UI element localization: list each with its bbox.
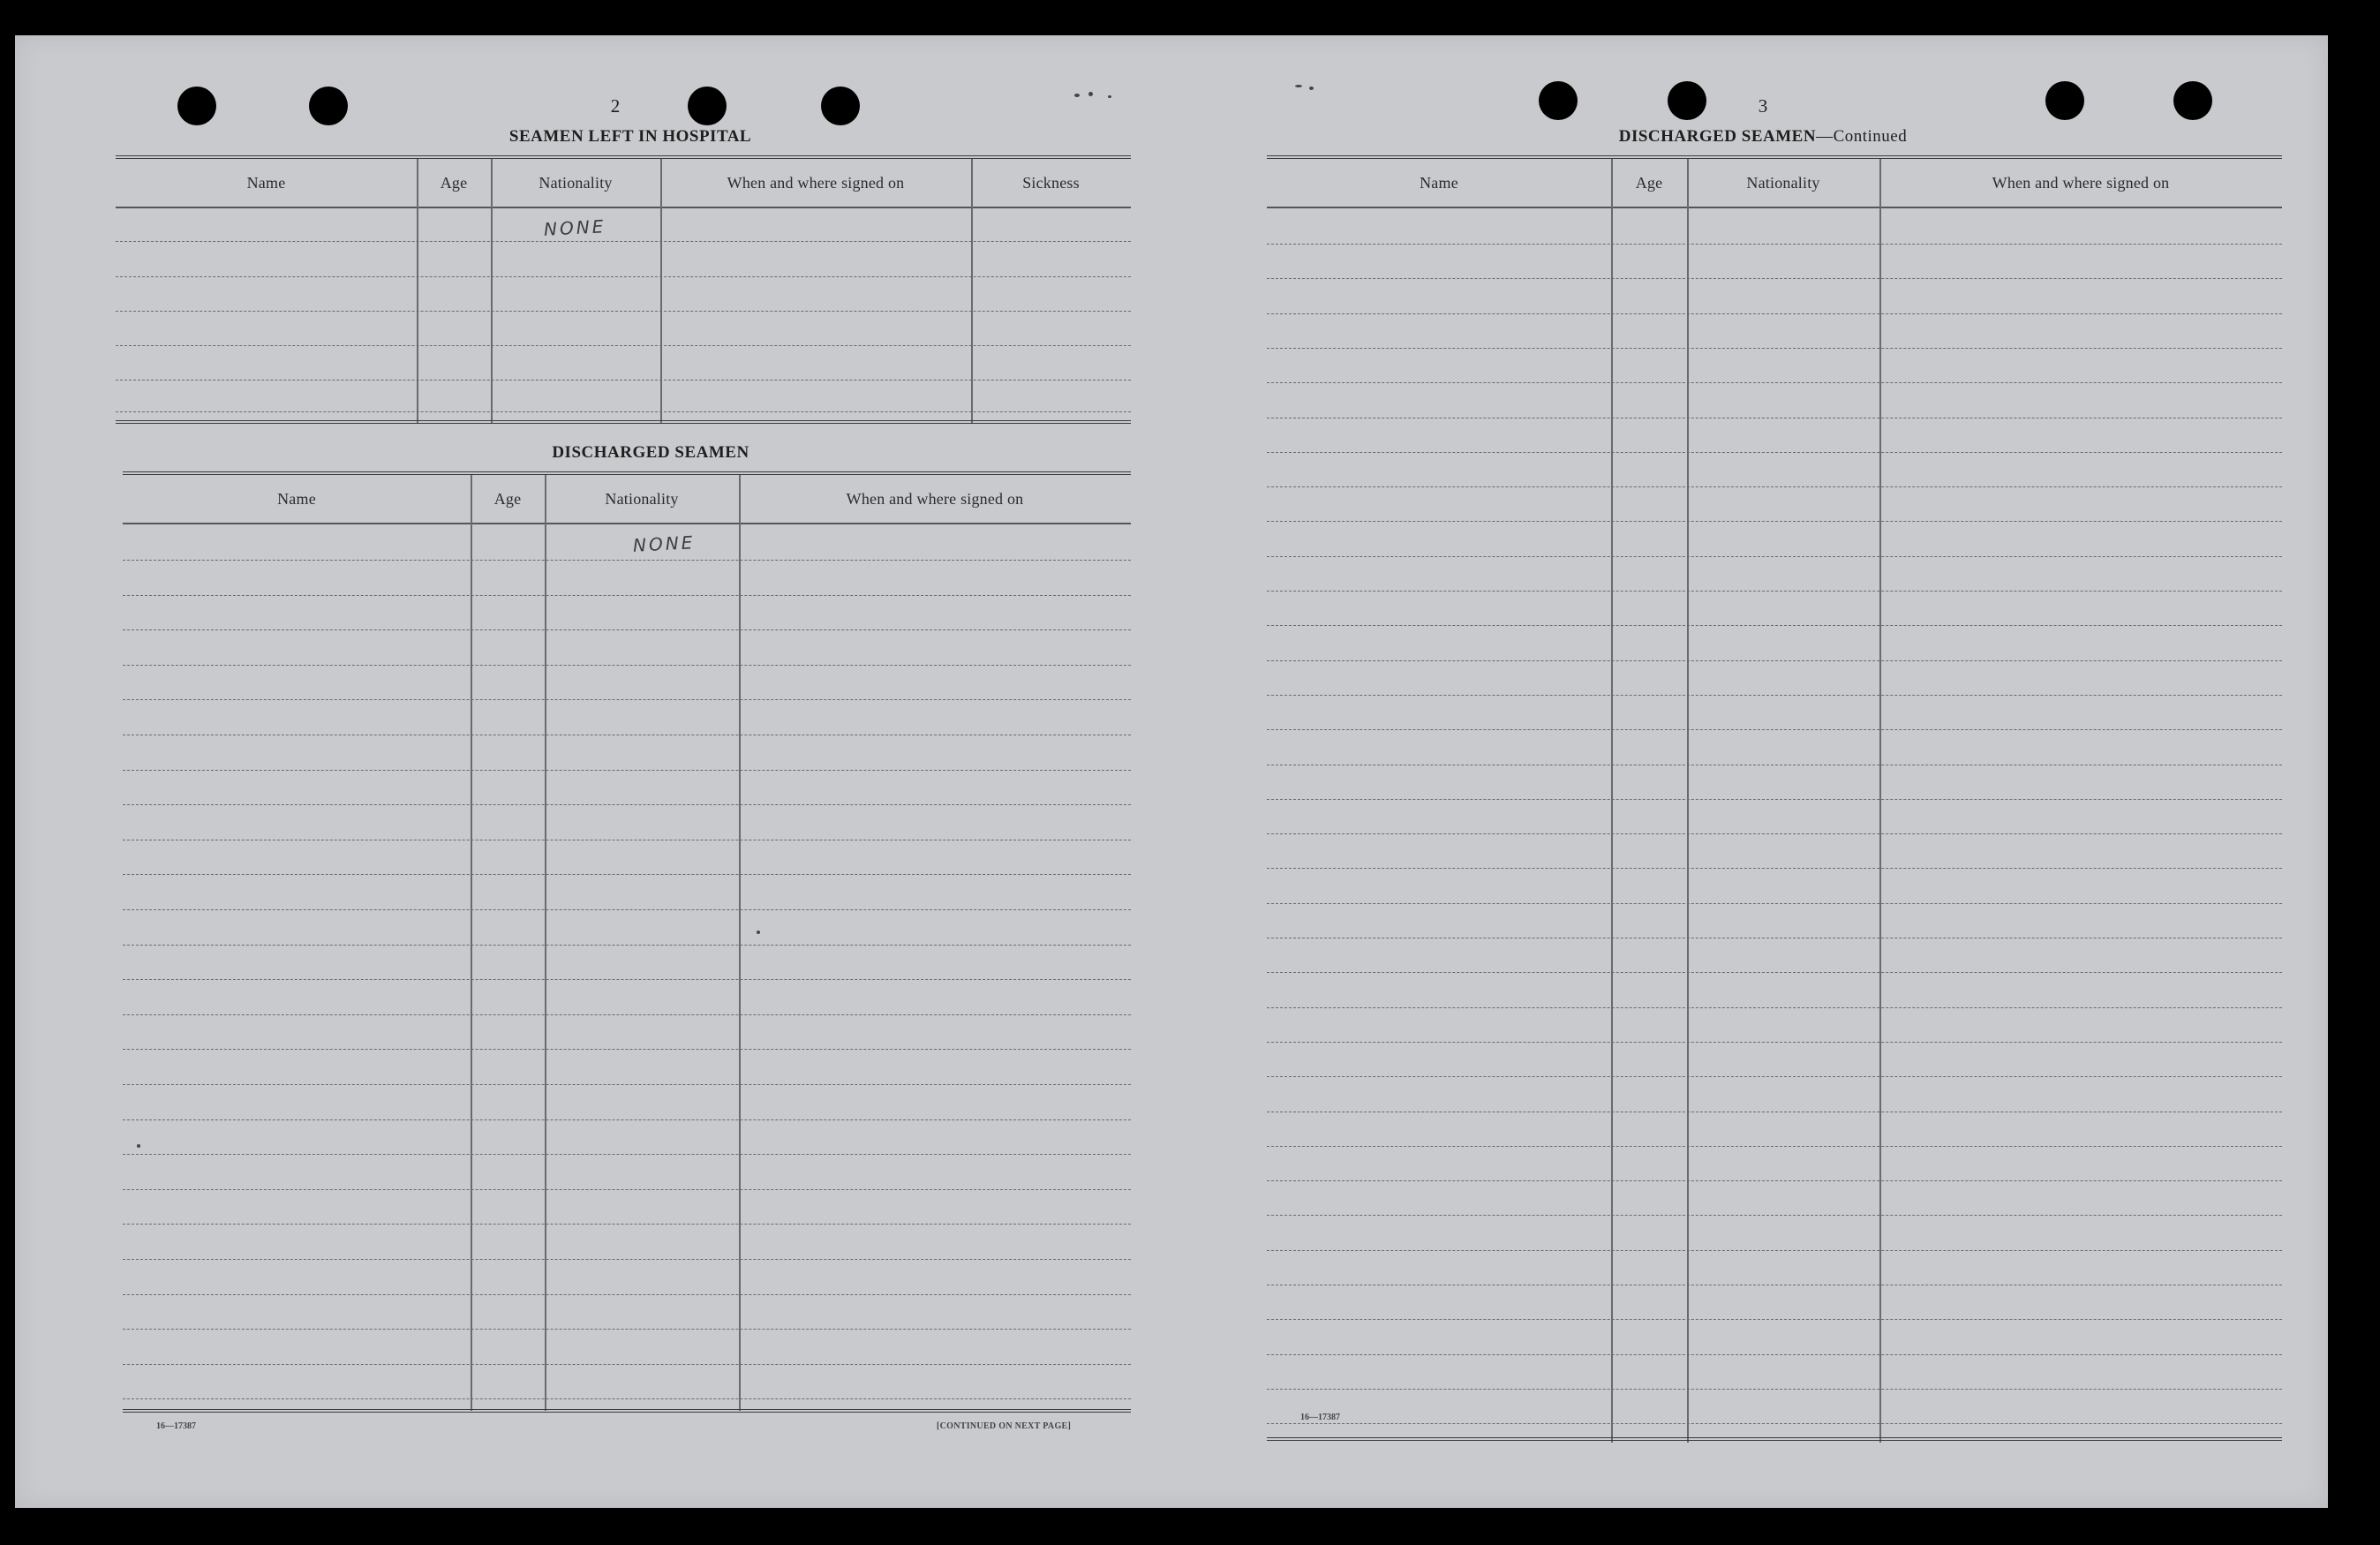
- punch-hole: [177, 87, 216, 125]
- header-nationality: Nationality: [605, 489, 679, 508]
- header-name: Name: [277, 489, 316, 508]
- row-rule: [123, 699, 1131, 700]
- hospital-title: SEAMEN LEFT IN HOSPITAL: [508, 127, 752, 146]
- row-rule: [1267, 1250, 2282, 1251]
- row-rule: [123, 1398, 1131, 1399]
- row-rule: [123, 1084, 1131, 1085]
- row-rule: [123, 560, 1131, 561]
- row-rule: [1267, 1146, 2282, 1147]
- row-rule: [1267, 972, 2282, 973]
- handwritten-entry: NONE: [632, 531, 696, 556]
- title-suffix: —Continued: [1816, 127, 1908, 146]
- header-nationality: Nationality: [539, 173, 613, 192]
- column-divider: [491, 159, 493, 424]
- row-rule: [1267, 556, 2282, 557]
- row-rule: [123, 1364, 1131, 1365]
- table-header: [116, 159, 1131, 208]
- discharged-table: [123, 471, 1131, 1414]
- row-rule: [116, 311, 1131, 312]
- row-rule: [1267, 868, 2282, 869]
- header-age: Age: [493, 489, 522, 508]
- punch-hole: [1539, 81, 1578, 120]
- column-divider: [971, 159, 973, 424]
- row-rule: [123, 1259, 1131, 1260]
- row-rule: [116, 276, 1131, 277]
- punch-hole: [2173, 81, 2212, 120]
- row-rule: [1267, 625, 2282, 626]
- table-bottom-rule: [116, 420, 1131, 424]
- header-signed-on: When and where signed on: [1992, 173, 2170, 192]
- header-age: Age: [1635, 173, 1663, 192]
- row-rule: [123, 1189, 1131, 1190]
- row-rule: [1267, 1423, 2282, 1424]
- row-rule: [1267, 1180, 2282, 1181]
- ledger-sheet: [15, 35, 2328, 1508]
- punch-hole: [2045, 81, 2084, 120]
- page-number: 3: [1758, 95, 1768, 117]
- hospital-table: [116, 155, 1131, 427]
- column-divider: [417, 159, 418, 424]
- header-signed-on: When and where signed on: [846, 489, 1024, 508]
- row-rule: [123, 1329, 1131, 1330]
- row-rule: [1267, 903, 2282, 904]
- column-divider: [739, 475, 741, 1411]
- row-rule: [1267, 521, 2282, 522]
- row-rule: [1267, 244, 2282, 245]
- header-signed-on: When and where signed on: [727, 173, 905, 192]
- row-rule: [1267, 278, 2282, 279]
- discharged-continued-table: [1267, 155, 2282, 1446]
- row-rule: [1267, 1354, 2282, 1355]
- speck: [1295, 85, 1302, 87]
- table-bottom-rule: [1267, 1437, 2282, 1441]
- row-rule: [123, 909, 1131, 910]
- row-rule: [1267, 799, 2282, 800]
- row-rule: [116, 411, 1131, 412]
- row-rule: [123, 1294, 1131, 1295]
- row-rule: [123, 1014, 1131, 1015]
- row-rule: [1267, 1042, 2282, 1043]
- punch-hole: [688, 87, 727, 125]
- row-rule: [1267, 695, 2282, 696]
- row-rule: [123, 979, 1131, 980]
- row-rule: [123, 874, 1131, 875]
- row-rule: [123, 1119, 1131, 1120]
- row-rule: [1267, 729, 2282, 730]
- header-nationality: Nationality: [1746, 173, 1820, 192]
- title-bold: DISCHARGED SEAMEN: [1618, 127, 1817, 146]
- row-rule: [1267, 591, 2282, 592]
- table-header: [1267, 159, 2282, 208]
- row-rule: [1267, 348, 2282, 349]
- row-rule: [1267, 1215, 2282, 1216]
- row-rule: [1267, 1076, 2282, 1077]
- row-rule: [1267, 452, 2282, 453]
- punch-hole: [1668, 81, 1706, 120]
- row-rule: [123, 665, 1131, 666]
- column-divider: [545, 475, 546, 1411]
- row-rule: [1267, 1007, 2282, 1008]
- row-rule: [123, 629, 1131, 630]
- row-rule: [1267, 1389, 2282, 1390]
- row-rule: [1267, 833, 2282, 834]
- header-sickness: Sickness: [1022, 173, 1080, 192]
- speck: [1108, 95, 1111, 98]
- row-rule: [1267, 1319, 2282, 1320]
- column-divider: [471, 475, 472, 1411]
- table-header: [123, 475, 1131, 524]
- form-number: 16—17387: [156, 1421, 196, 1431]
- row-rule: [116, 380, 1131, 381]
- row-rule: [116, 241, 1131, 242]
- speck: [1309, 87, 1314, 90]
- row-rule: [123, 804, 1131, 805]
- row-rule: [1267, 486, 2282, 487]
- row-rule: [1267, 382, 2282, 383]
- table-bottom-rule: [123, 1409, 1131, 1413]
- row-rule: [123, 770, 1131, 771]
- speck: [1074, 94, 1080, 97]
- continued-note: [CONTINUED ON NEXT PAGE]: [937, 1421, 1072, 1431]
- header-name: Name: [1420, 173, 1458, 192]
- page-number: 2: [610, 95, 621, 117]
- punch-hole: [821, 87, 860, 125]
- discharged-continued-title: [1578, 127, 1948, 147]
- header-age: Age: [440, 173, 468, 192]
- row-rule: [123, 1224, 1131, 1225]
- row-rule: [1267, 660, 2282, 661]
- row-rule: [123, 945, 1131, 946]
- row-rule: [1267, 313, 2282, 314]
- row-rule: [123, 1049, 1131, 1050]
- header-name: Name: [246, 173, 286, 192]
- row-rule: [116, 345, 1131, 346]
- discharged-title: DISCHARGED SEAMEN: [552, 443, 749, 462]
- speck: [1088, 92, 1093, 96]
- punch-hole: [309, 87, 348, 125]
- row-rule: [123, 595, 1131, 596]
- handwritten-entry: NONE: [543, 215, 606, 240]
- form-number: 16—17387: [1300, 1413, 1340, 1422]
- column-divider: [660, 159, 662, 424]
- row-rule: [123, 1154, 1131, 1155]
